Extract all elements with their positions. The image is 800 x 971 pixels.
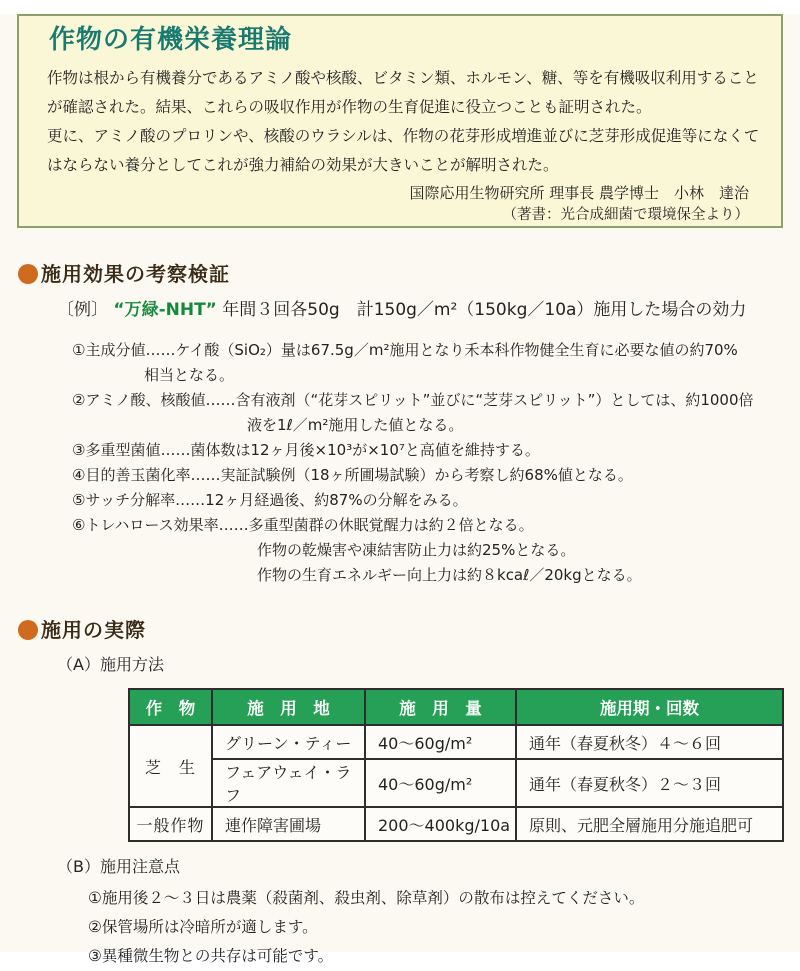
period-cell: 原則、元肥全層施用分施追肥可 [516, 807, 783, 841]
effects-item-line: ③多重型菌値……菌体数は12ヶ月後×10³が×10⁷と高値を維持する。 [72, 441, 540, 459]
table-header-row [129, 689, 783, 725]
period-cell: 通年（春夏秋冬）２～３回 [516, 759, 783, 807]
example-line [57, 298, 800, 322]
section-practice-heading [18, 618, 800, 642]
amount-cell: 40～60g/m² [365, 759, 516, 807]
effects-item-line: ⑥トレハロース効果率……多重型菌群の休眠覚醒力は約２倍となる。 [72, 516, 534, 534]
effects-item-line: ⑤サッチ分解率……12ヶ月経過後、約87%の分解をみる。 [72, 491, 468, 509]
crop-cell: 一般作物 [129, 807, 212, 841]
example-product-name: “万緑-NHT” [113, 300, 217, 320]
note-line: ③異種微生物との共存は可能です。 [88, 947, 334, 965]
effects-item-line: ①主成分値……ケイ酸（SiO₂）量は67.5g／m²施用となり禾本科作物健全生育に必要な値の約70% [72, 341, 738, 359]
intro-body [47, 64, 760, 180]
table-row [129, 725, 783, 759]
intro-title: 作物の有機栄養理論 [49, 25, 293, 55]
notes-list [88, 884, 800, 971]
effects-item-line: 作物の生育エネルギー向上力は約８kcaℓ／20kgとなる。 [257, 566, 642, 584]
note-line: ②保管場所は冷暗所が適します。 [88, 918, 318, 936]
effects-item-line: 作物の乾燥害や凍結害防止力は約25%となる。 [257, 541, 576, 559]
amount-cell: 200～400kg/10a [365, 807, 516, 841]
example-description: 年間３回各50g 計150g／m²（150kg／10a）施用した場合の効力 [222, 300, 747, 320]
section-effects-heading-label: 施用効果の考察検証 [41, 262, 230, 286]
method-label: （A）施用方法 [57, 655, 164, 674]
attribution-author: 国際応用生物研究所 理事長 農学博士 小林 達治 [409, 184, 749, 202]
intro-paragraph-line: が確認された。結果、これらの吸収作用が作物の生育促進に役立つことも証明された。 [47, 98, 652, 116]
period-cell: 通年（春夏秋冬）４～６回 [516, 725, 783, 759]
example-prefix: 〔例〕 [57, 300, 108, 320]
section-practice-heading-label: 施用の実際 [41, 618, 146, 642]
effects-item-line: 相当となる。 [144, 366, 235, 384]
effects-item-list [72, 338, 800, 588]
effects-item-line: ④目的善玉菌化率……実証試験例（18ヶ所圃場試験）から考察し約68%値となる。 [72, 466, 633, 484]
intro-paragraph-line: 作物は根から有機養分であるアミノ酸や核酸、ビタミン類、ホルモン、糖、等を有機吸収利用すること [47, 69, 759, 87]
intro-paragraph-line: 更に、アミノ酸のプロリンや、核酸のウラシルは、作物の花芽形成増進並びに芝芽形成促進等になくて [47, 127, 760, 145]
column-header-amount: 施 用 量 [365, 689, 516, 725]
site-cell: 連作障害圃場 [212, 807, 365, 841]
orange-bullet-icon [18, 264, 38, 284]
attribution [47, 182, 757, 226]
table-row [129, 807, 783, 841]
note-line: ①施用後２～３日は農薬（殺菌剤、殺虫剤、除草剤）の散布は控えてください。 [88, 889, 645, 907]
orange-bullet-icon [18, 620, 38, 640]
table-row [129, 759, 783, 807]
effects-item-line: ②アミノ酸、核酸値……含有液剤（“花芽スピリット”並びに“芝芽スピリット”）としては、約1000倍 [72, 391, 754, 409]
attribution-source: （著書：光合成細菌で環境保全より） [502, 207, 749, 223]
effects-item-line: 液を1ℓ／m²施用した値となる。 [247, 416, 464, 434]
amount-cell: 40～60g/m² [365, 725, 516, 759]
intro-paragraph-line: はならない養分としてこれが強力補給の効果が大きいことが解明された。 [47, 156, 559, 174]
section-effects-heading [18, 262, 800, 286]
column-header-site: 施 用 地 [212, 689, 365, 725]
document-page [0, 14, 800, 965]
notes-label: （B）施用注意点 [57, 857, 180, 876]
site-cell: グリーン・ティー [212, 725, 365, 759]
intro-box [17, 14, 783, 228]
site-cell: フェアウェイ・ラフ [212, 759, 365, 807]
application-table [128, 688, 784, 842]
crop-cell: 芝 生 [129, 725, 212, 807]
column-header-crop: 作 物 [129, 689, 212, 725]
column-header-period: 施用期・回数 [516, 689, 783, 725]
